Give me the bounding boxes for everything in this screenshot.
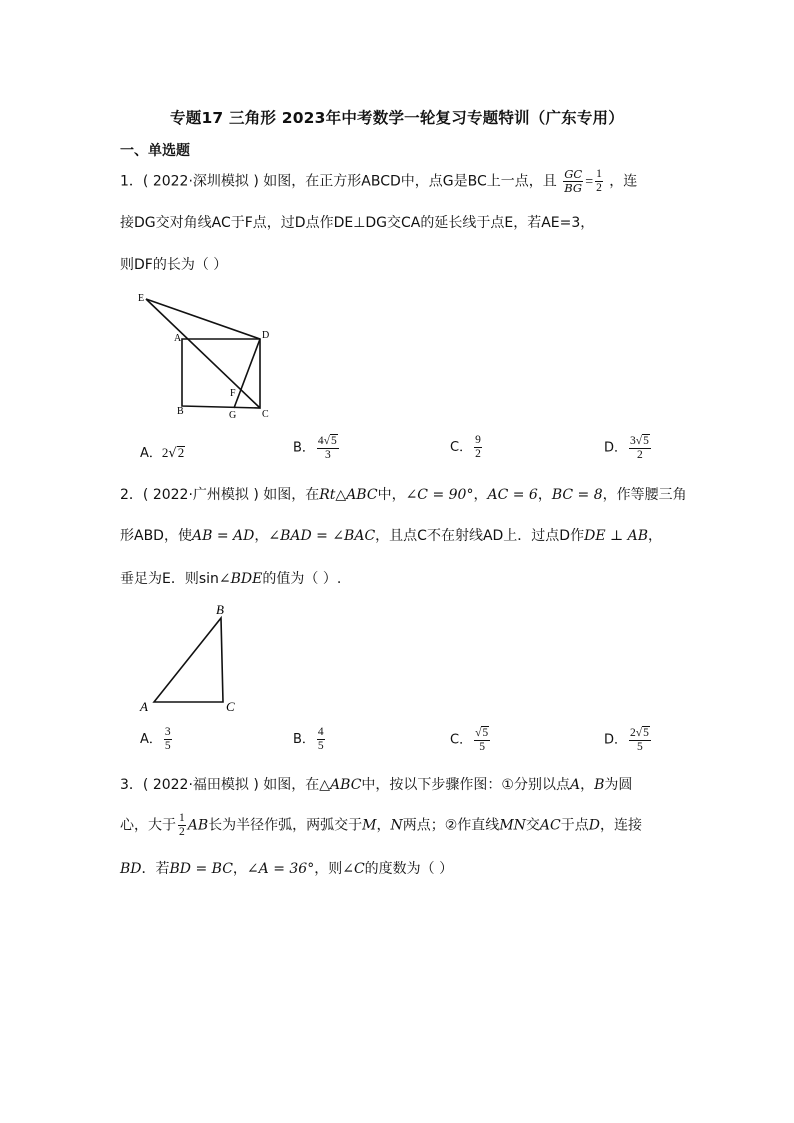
- q3-line-1: 3．( 2022·福田模拟 ) 如图，在△ABC中，按以下步骤作图：①分别以点A，B为圆: [120, 777, 633, 793]
- q2-option-c[interactable]: C． $\frac{√5}{5}$: [450, 727, 489, 753]
- q2-label-B: B: [216, 602, 224, 617]
- q1-text-1a: 1．( 2022·深圳模拟 ) 如图，在正方形ABCD中，点G是BC上一点，且: [120, 173, 557, 190]
- q1-line-1: [120, 168, 637, 195]
- q2-label-A: A: [140, 699, 148, 714]
- q2-line-1: 2．( 2022·广州模拟 ) 如图，在Rt△ABC中，∠C = 90°，AC = 6，BC = 8，作等腰三角: [120, 487, 687, 503]
- q2-label-C: C: [226, 699, 235, 714]
- q1-text-1b: ，连: [609, 173, 638, 190]
- q1-label-E: E: [138, 293, 145, 304]
- q1-option-b[interactable]: B． $\frac{4√5}{3}$: [293, 435, 337, 461]
- q1-ratio-fraction: $\frac{GC}{BG}$: [564, 167, 583, 195]
- section-heading: 一、单选题: [120, 143, 190, 159]
- q2-rt-triangle: Rt△ABC: [319, 487, 378, 503]
- q1-half-fraction: $\frac{1}{2}$: [596, 168, 602, 194]
- q1-line-2: 接DG交对角线AC于F点，过D点作DE⊥DG交CA的延长线于点E，若AE=3，: [120, 215, 595, 231]
- q1-line-3: 则DF的长为（ ）: [120, 257, 228, 273]
- q1-equals: =: [585, 174, 594, 190]
- q2-line-2: 形ABD，使AB = AD，∠BAD = ∠BAC，且点C不在射线AD上．过点D作DE ⊥ AB，: [120, 528, 663, 544]
- q2-option-b[interactable]: B． $\frac{4}{5}$: [293, 726, 324, 752]
- q2-triangle-ABC: [154, 618, 223, 702]
- q1-label-B: B: [177, 406, 184, 417]
- q1-option-a[interactable]: A．2√2: [140, 445, 185, 461]
- q1-option-c[interactable]: C． $\frac{9}{2}$: [450, 434, 481, 460]
- q1-label-A: A: [174, 333, 182, 344]
- q1-option-d[interactable]: D． $\frac{3√5}{2}$: [604, 435, 649, 461]
- q2-option-a[interactable]: A． $\frac{3}{5}$: [140, 726, 171, 752]
- q1-label-G: G: [229, 410, 237, 421]
- q2-option-d[interactable]: D． $\frac{2√5}{5}$: [604, 727, 649, 753]
- q1-segment-DG: [234, 339, 260, 408]
- q2-figure: [135, 598, 245, 716]
- q1-label-C: C: [262, 409, 269, 420]
- q3-line-3: BD．若BD = BC，∠A = 36°，则∠C的度数为（ ）: [120, 861, 454, 877]
- q3-line-2: 心，大于 $\frac{1}{2}$ AB长为半径作弧，两弧交于M，N两点；②作直线MN交AC于点D，连接: [120, 812, 642, 838]
- q1-figure: [130, 288, 280, 423]
- q2-line-3: 垂足为E．则sin∠BDE的值为（ ）.: [120, 571, 342, 587]
- q1-segment-EC: [146, 299, 260, 408]
- q1-label-D: D: [262, 330, 270, 341]
- page-title: 专题17 三角形 2023年中考数学一轮复习专题特训（广东专用）: [170, 109, 624, 127]
- q3-half-fraction: $\frac{1}{2}$: [179, 812, 185, 838]
- q1-label-F: F: [230, 388, 236, 399]
- q1-segment-ED: [146, 299, 260, 339]
